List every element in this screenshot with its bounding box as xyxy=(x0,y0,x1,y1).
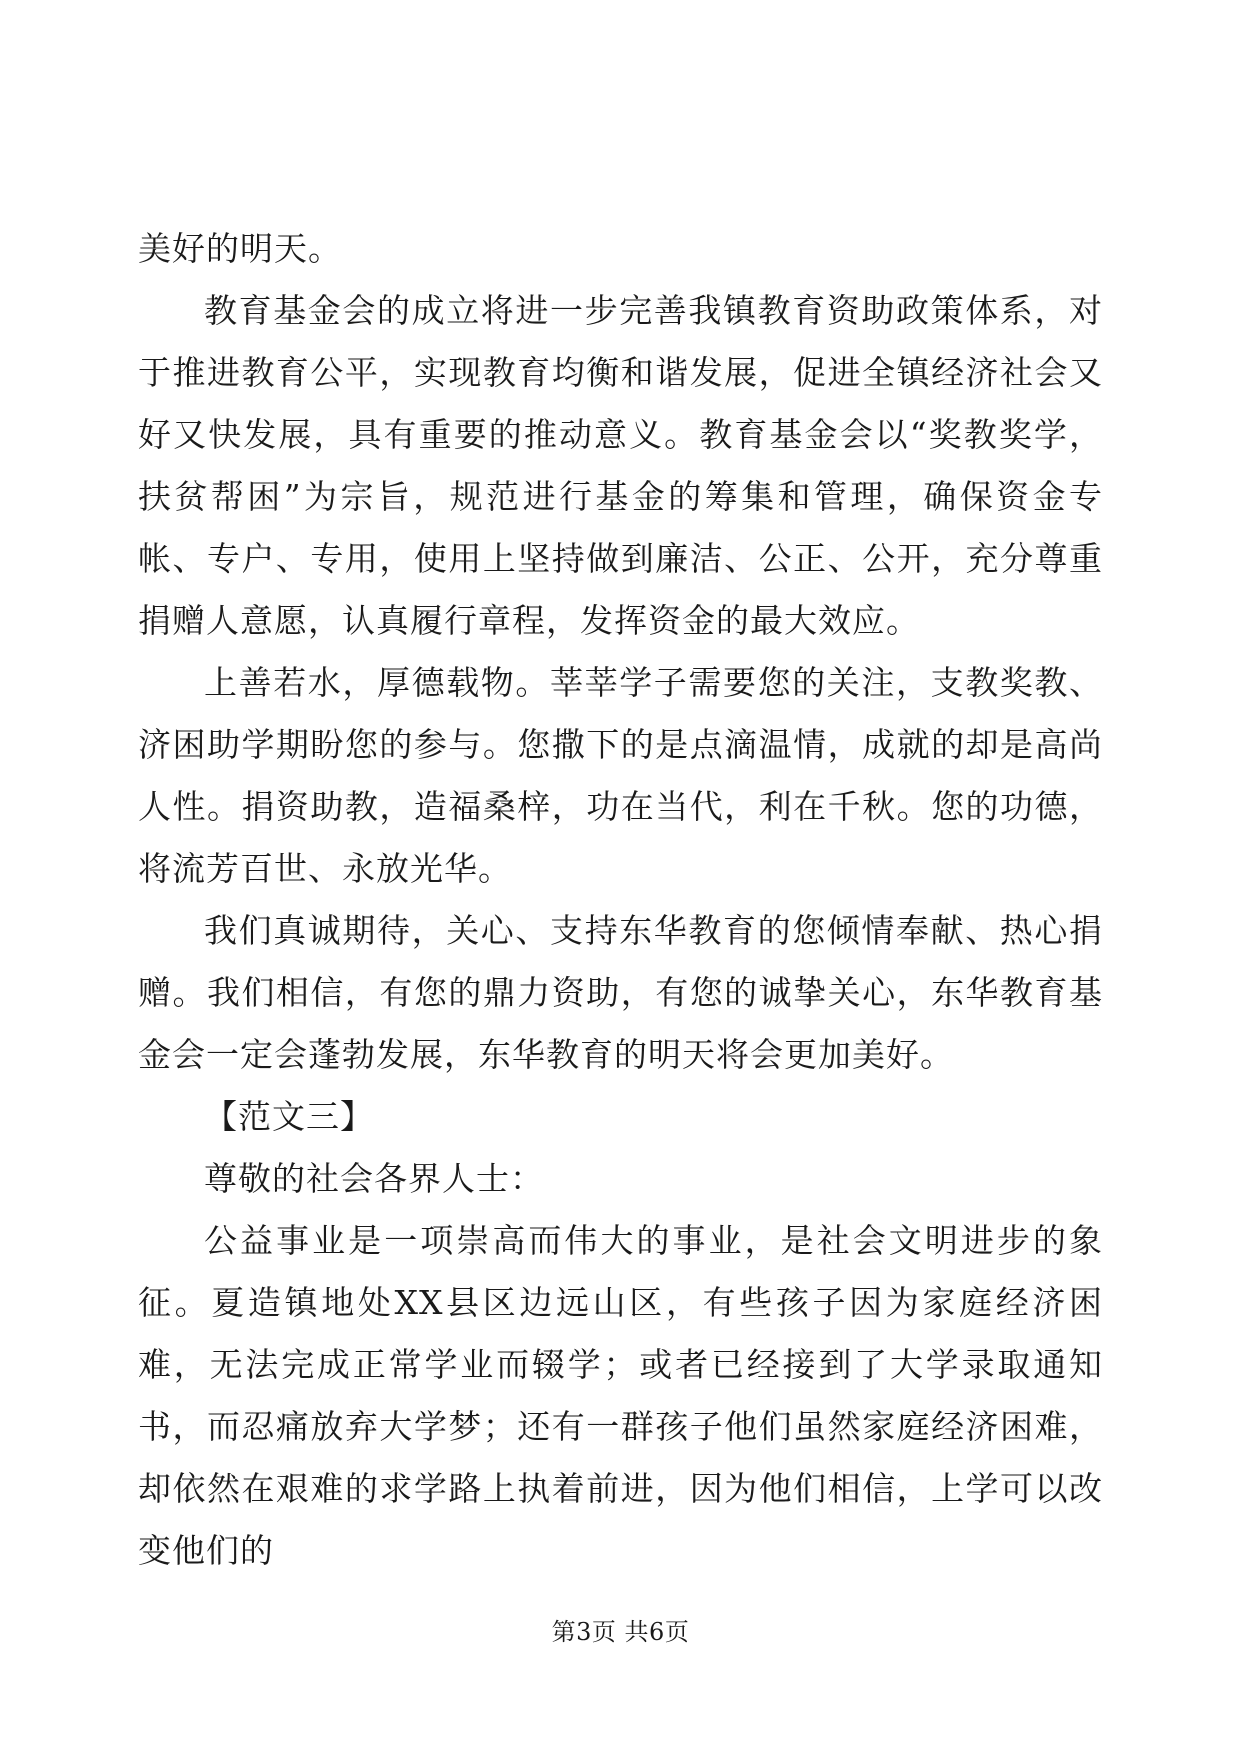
paragraph: 上善若水，厚德载物。莘莘学子需要您的关注，支教奖教、济困助学期盼您的参与。您撒下的是点滴温情，成就的却是高尚人性。捐资助教，造福桑梓，功在当代，利在千秋。您的功德，将流芳百世、永放光华。 xyxy=(138,663,1103,888)
section-heading: 【范文三】 xyxy=(204,1097,374,1136)
salutation: 尊敬的社会各界人士： xyxy=(204,1159,544,1198)
paragraph: 教育基金会的成立将进一步完善我镇教育资助政策体系，对于推进教育公平，实现教育均衡和谐发展，促进全镇经济社会又好又快发展，具有重要的推动意义。教育基金会以“奖教奖学，扶贫帮困”为宗旨，规范进行基金的筹集和管理，确保资金专帐、专户、专用，使用上坚持做到廉洁、公正、公开，充分尊重捐赠人意愿，认真履行章程，发挥资金的最大效应。 xyxy=(138,291,1103,640)
paragraph: 美好的明天。 xyxy=(138,229,342,268)
document-body xyxy=(138,218,1103,1582)
paragraph: 公益事业是一项崇高而伟大的事业，是社会文明进步的象征。夏造镇地处XX县区边远山区，有些孩子因为家庭经济困难，无法完成正常学业而辍学；或者已经接到了大学录取通知书，而忍痛放弃大学梦；还有一群孩子他们虽然家庭经济困难，却依然在艰难的求学路上执着前进，因为他们相信，上学可以改变他们的 xyxy=(138,1221,1103,1570)
paragraph: 我们真诚期待，关心、支持东华教育的您倾情奉献、热心捐赠。我们相信，有您的鼎力资助，有您的诚挚关心，东华教育基金会一定会蓬勃发展，东华教育的明天将会更加美好。 xyxy=(138,911,1103,1074)
page-number: 第3页 共6页 xyxy=(551,1618,690,1646)
page-footer xyxy=(0,1612,1241,1647)
